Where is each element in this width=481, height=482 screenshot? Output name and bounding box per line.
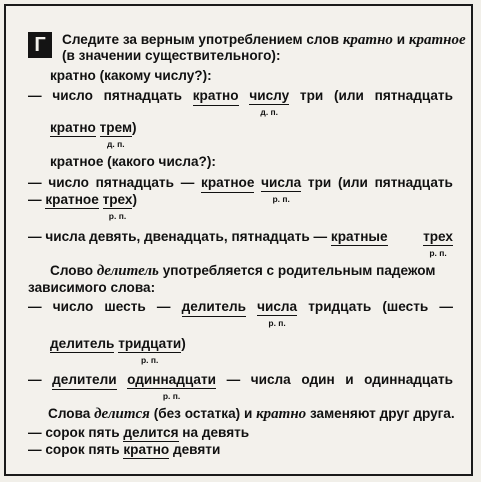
rule-text: заменяют друг друга.	[306, 406, 455, 421]
bracket: )	[181, 336, 186, 351]
kratno-heading: кратно (какому числу?):	[50, 68, 212, 83]
final-example-1	[28, 425, 249, 441]
word-with-case	[423, 229, 453, 258]
word: и	[345, 372, 354, 387]
bracket: )	[132, 120, 137, 135]
rule-text: Следите за верным употреблением слов	[62, 32, 343, 47]
case-label: р. п.	[268, 318, 286, 328]
dash: —	[156, 299, 171, 314]
word: шесть	[104, 299, 146, 314]
dash: —	[28, 372, 42, 387]
dash: —	[28, 442, 42, 457]
word-with-case	[99, 120, 133, 149]
rule-text: Слова	[48, 406, 95, 421]
kratno-example-1	[28, 88, 453, 117]
word-delitel: делитель	[96, 263, 159, 279]
final-example-2	[28, 442, 220, 458]
dash: —	[28, 229, 42, 244]
final-rule-line	[48, 406, 455, 422]
word-underlined: трех	[423, 229, 453, 244]
case-label: р. п.	[140, 355, 159, 365]
word: одиннадцать	[364, 372, 453, 387]
word-underlined: кратное	[201, 175, 254, 193]
word-underlined: тридцати	[118, 336, 182, 351]
case-label: р. п.	[162, 391, 181, 401]
dash: —	[28, 425, 42, 440]
kratnoe-example-1-cont	[28, 192, 137, 221]
case-label: д. п.	[107, 139, 125, 149]
word-underlined: числу	[249, 88, 290, 103]
case-label: р. п.	[272, 194, 290, 204]
word: пятнадцать	[374, 88, 453, 103]
word: пятнадцать	[95, 175, 174, 190]
case-label: д. п.	[260, 107, 279, 117]
word-kratnoe: кратное	[408, 32, 466, 48]
word-kratno: кратно	[256, 406, 307, 422]
kratno-example-1-cont	[50, 120, 137, 149]
word-underlined: трем	[99, 120, 133, 135]
delitel-rule-line-1	[50, 263, 435, 279]
word-with-case	[102, 192, 133, 221]
delitel-example-1	[28, 299, 453, 328]
word: пятнадцать	[103, 88, 182, 103]
example-text: на девять	[178, 425, 250, 440]
dash: —	[28, 88, 42, 103]
word: один	[301, 372, 335, 387]
rule-line-2: (в значении существительного):	[62, 48, 281, 63]
example-text: девяти	[169, 442, 221, 457]
word: пятнадцать	[374, 175, 453, 190]
word-underlined: одиннадцати	[127, 372, 216, 387]
word: число	[48, 175, 89, 190]
word: три	[307, 175, 332, 190]
word-underlined: делитель	[182, 299, 246, 317]
word-underlined: кратно	[123, 442, 170, 457]
case-label: р. п.	[429, 248, 447, 258]
word-with-case	[118, 336, 182, 365]
word: (шесть	[382, 299, 429, 314]
dash: —	[28, 192, 42, 207]
kratnoe-example-2	[28, 229, 453, 258]
delitel-example-2	[28, 372, 453, 401]
rule-text: Слово	[50, 263, 97, 278]
word-with-case	[249, 88, 290, 117]
dash: —	[226, 372, 241, 387]
word: (или	[333, 88, 364, 103]
dash: —	[28, 299, 42, 314]
rule-text: (без остатка) и	[149, 406, 257, 421]
word-underlined: кратные	[330, 229, 388, 244]
word: (или	[337, 175, 368, 190]
word-underlined: делители	[52, 372, 116, 390]
word: число	[52, 299, 94, 314]
word: три	[299, 88, 324, 103]
word-kratno: кратно	[342, 32, 393, 48]
rule-text: и	[392, 32, 409, 47]
kratnoe-heading: кратное (какого числа?):	[50, 154, 216, 169]
section-badge: Г	[28, 32, 52, 58]
word-underlined: числа	[257, 299, 298, 314]
dash: —	[28, 175, 42, 190]
example-text: сорок пять	[45, 425, 124, 440]
delitel-example-1-cont	[50, 336, 186, 365]
word-underlined: кратное	[45, 192, 99, 207]
word-underlined: числа	[261, 175, 302, 190]
word-underlined: кратно	[193, 88, 239, 106]
dash: —	[439, 299, 453, 314]
rule-text: употребляется с родительным падежом	[158, 263, 436, 278]
word-with-case	[127, 372, 216, 401]
case-label: р. п.	[108, 211, 127, 221]
word-underlined: делится	[123, 425, 179, 440]
dash: —	[180, 175, 195, 190]
word: число	[52, 88, 93, 103]
word: тридцать	[308, 299, 372, 314]
word-underlined: трех	[102, 192, 133, 207]
word: числа	[250, 372, 291, 387]
word-delitsya: делится	[94, 406, 150, 422]
word-with-case	[261, 175, 302, 204]
delitel-rule-line-2: зависимого слова:	[28, 280, 156, 295]
example-text: сорок пять	[45, 442, 124, 457]
bracket: )	[132, 192, 137, 207]
example-text: числа девять, двенадцать, пятнадцать —	[45, 229, 331, 244]
word-underlined: кратно	[50, 120, 96, 135]
word-underlined: делитель	[50, 336, 115, 351]
word-with-case	[257, 299, 298, 328]
rule-line-1	[62, 32, 466, 48]
